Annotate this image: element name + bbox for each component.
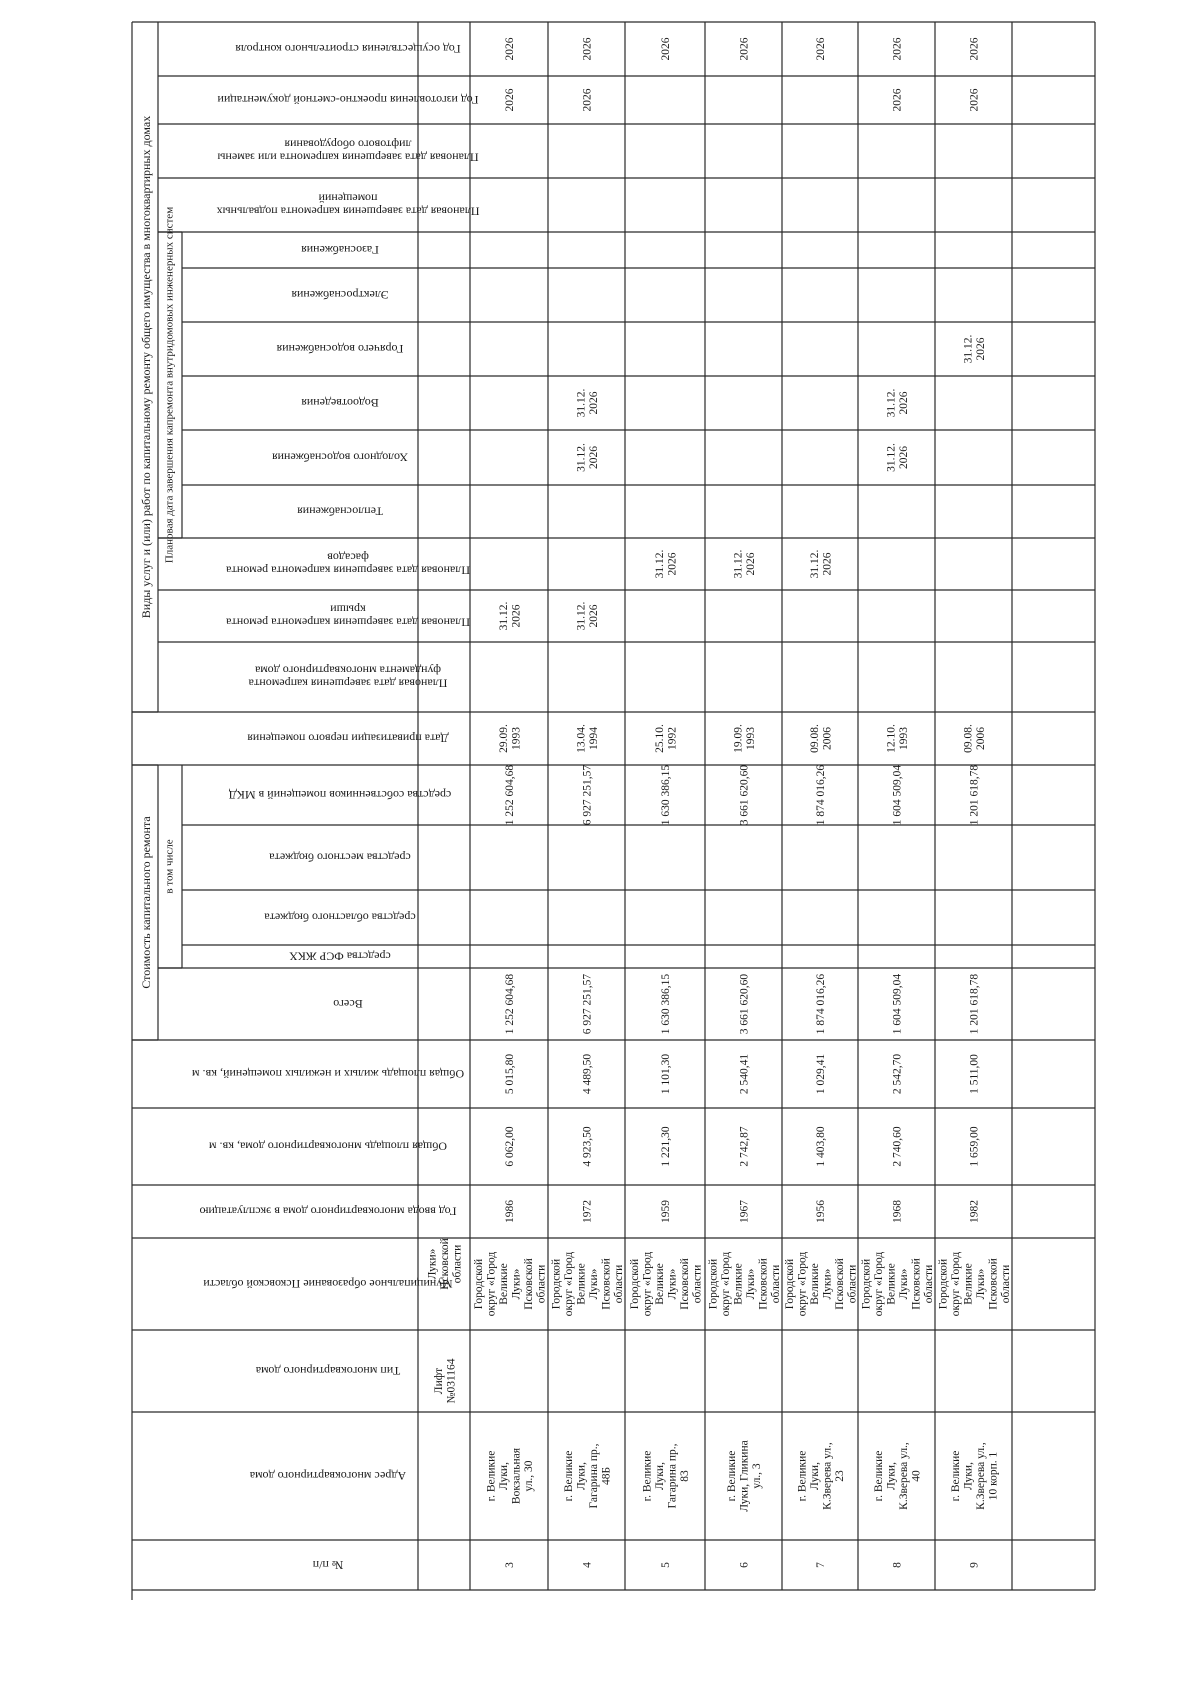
row-year-built: 1986 bbox=[504, 1200, 516, 1223]
row-control-year: 2026 bbox=[660, 37, 672, 61]
continuation-type: Лифт№031164 bbox=[432, 1358, 458, 1404]
continuation-municipality: Луки»Псковскойобласти bbox=[426, 1238, 464, 1290]
header-address: Адрес многоквартирного дома bbox=[249, 1469, 407, 1483]
header-elevator: Плановая дата завершения капремонта или заменылифтового оборудования bbox=[217, 137, 479, 165]
row-number: 7 bbox=[815, 1562, 827, 1568]
row-address: г. ВеликиеЛуки,Гагарина пр.,83 bbox=[641, 1443, 691, 1509]
row-living-area: 1 511,00 bbox=[968, 1054, 981, 1094]
row-total-area: 4 923,50 bbox=[581, 1126, 594, 1167]
systems-subheader: Плановая дата завершения капремонта внутридомовых инженерных систем bbox=[163, 206, 176, 564]
row-living-area: 2 540,41 bbox=[738, 1053, 751, 1095]
row-owners-funds: 1 604 509,04 bbox=[891, 764, 904, 826]
row-control-year: 2026 bbox=[815, 37, 827, 61]
row-total-cost: 1 201 618,78 bbox=[968, 973, 981, 1035]
row-privatization-date: 13.04.1994 bbox=[575, 724, 600, 753]
row-year-built: 1968 bbox=[891, 1200, 904, 1223]
row-address: г. ВеликиеЛуки,К.Зверева ул.,40 bbox=[872, 1442, 923, 1510]
row-facade-date: 31.12.2026 bbox=[732, 549, 757, 579]
row-living-area: 1 101,30 bbox=[660, 1053, 672, 1095]
row-privatization-date: 25.10.1992 bbox=[653, 724, 679, 753]
header-local-budget: средства местного бюджета bbox=[269, 850, 411, 865]
header-heat: Теплоснабжения bbox=[297, 504, 383, 519]
row-living-area: 4 489,50 bbox=[581, 1053, 594, 1095]
row-municipality: Городскойокруг «ГородВеликиеЛуки»Псковскойобласти bbox=[860, 1251, 935, 1317]
header-region-budget: средства областного бюджета bbox=[264, 910, 416, 925]
row-address: г. ВеликиеЛуки,Вокзальнаяул., 30 bbox=[485, 1447, 535, 1505]
row-number: 3 bbox=[504, 1562, 516, 1568]
row-owners-funds: 6 927 251,57 bbox=[581, 764, 594, 826]
header-fsr: средства ФСР ЖКХ bbox=[289, 949, 391, 964]
row-address: г. ВеликиеЛуки,К.Зверева ул.,10 корп. 1 bbox=[949, 1442, 1000, 1510]
row-year-built: 1956 bbox=[815, 1200, 827, 1223]
row-total-area: 2 742,87 bbox=[738, 1126, 751, 1167]
header-hot-water: Горячего водоснабжения bbox=[276, 342, 404, 356]
in-that-number-header: в том числе bbox=[163, 839, 176, 894]
row-owners-funds: 3 661 620,60 bbox=[738, 764, 751, 826]
row-total-area: 1 659,00 bbox=[968, 1126, 981, 1167]
row-total-cost: 6 927 251,57 bbox=[581, 973, 594, 1035]
row-address: г. ВеликиеЛуки, Гликинаул., 3 bbox=[726, 1440, 763, 1512]
header-cold-water: Холодного водоснабжения bbox=[272, 450, 408, 465]
row-design-year: 2026 bbox=[504, 88, 516, 112]
row-hot-water-date: 31.12.2026 bbox=[962, 334, 987, 364]
row-municipality: Городскойокруг «ГородВеликиеЛуки»Псковскойобласти bbox=[707, 1251, 782, 1317]
row-year-built: 1959 bbox=[660, 1200, 672, 1223]
header-gas: Газоснабжения bbox=[301, 243, 379, 257]
row-owners-funds: 1 252 604,68 bbox=[504, 764, 516, 826]
row-address: г. ВеликиеЛуки,К.Зверева ул.,23 bbox=[796, 1442, 846, 1510]
row-municipality: Городскойокруг «ГородВеликиеЛуки»Псковскойобласти bbox=[550, 1251, 625, 1317]
row-privatization-date: 09.08.2006 bbox=[808, 724, 834, 753]
row-roof-date: 31.12.2026 bbox=[497, 601, 523, 631]
header-total-area: Общая площадь многоквартирного дома, кв. м bbox=[208, 1139, 448, 1154]
row-privatization-date: 29.09.1993 bbox=[497, 724, 523, 753]
header-sewer: Водоотведения bbox=[301, 396, 379, 410]
row-owners-funds: 1 201 618,78 bbox=[968, 764, 981, 826]
header-owners: средства собственников помещений в МКД bbox=[228, 788, 452, 802]
row-control-year: 2026 bbox=[504, 37, 516, 61]
row-living-area: 1 029,41 bbox=[815, 1053, 827, 1095]
header-number: № п/п bbox=[312, 1558, 344, 1572]
row-sewer-date: 31.12.2026 bbox=[575, 388, 600, 418]
row-design-year: 2026 bbox=[891, 88, 904, 112]
row-design-year: 2026 bbox=[968, 88, 981, 112]
row-cold-water-date: 31.12.2026 bbox=[885, 443, 910, 472]
row-total-cost: 1 630 386,15 bbox=[660, 973, 672, 1035]
header-foundation: Плановая дата завершения капремонтафундамента многоквартирного дома bbox=[248, 663, 448, 691]
works-group-header: Виды услуг и (или) работ по капитальному ремонту общего имущества в многоквартирных домах bbox=[138, 115, 153, 619]
header-roof: Плановая дата завершения капремонта ремонтакрыши bbox=[226, 602, 470, 630]
header-year-built: Год ввода многоквартирного дома в эксплуатацию bbox=[199, 1204, 457, 1219]
header-living-area: Общая площадь жилых и нежилых помещений, кв. м bbox=[191, 1067, 465, 1081]
row-facade-date: 31.12.2026 bbox=[653, 549, 679, 579]
header-design-year: Год изготовления проектно-сметной документации bbox=[217, 93, 479, 107]
row-control-year: 2026 bbox=[738, 37, 751, 61]
row-total-area: 6 062,00 bbox=[504, 1126, 516, 1167]
row-municipality: Городскойокруг «ГородВеликиеЛуки»Псковскойобласти bbox=[937, 1251, 1012, 1317]
row-control-year: 2026 bbox=[891, 37, 904, 61]
header-basement: Плановая дата завершения капремонта подвальныхпомещений bbox=[216, 191, 480, 219]
header-house-type: Тип многоквартирного дома bbox=[255, 1364, 401, 1378]
row-total-cost: 1 874 016,26 bbox=[815, 973, 827, 1035]
row-total-area: 1 403,80 bbox=[815, 1126, 827, 1167]
row-control-year: 2026 bbox=[968, 37, 981, 61]
header-total-cost: Всего bbox=[333, 997, 363, 1011]
table-grid bbox=[132, 22, 1095, 1600]
row-owners-funds: 1 630 386,15 bbox=[660, 764, 672, 826]
header-facade: Плановая дата завершения капремонта ремонтафасадов bbox=[226, 550, 470, 578]
row-living-area: 2 542,70 bbox=[891, 1053, 904, 1095]
row-address: г. ВеликиеЛуки,Гагарина пр.,48Б bbox=[562, 1443, 613, 1509]
row-roof-date: 31.12.2026 bbox=[575, 601, 600, 631]
row-cold-water-date: 31.12.2026 bbox=[575, 443, 600, 472]
row-total-cost: 1 252 604,68 bbox=[504, 973, 516, 1035]
header-municipality: Муниципальное образование Псковской области bbox=[203, 1277, 453, 1291]
header-privatization: Дата приватизации первого помещения bbox=[247, 731, 449, 746]
row-design-year: 2026 bbox=[581, 88, 594, 112]
row-living-area: 5 015,80 bbox=[504, 1053, 516, 1095]
row-sewer-date: 31.12.2026 bbox=[885, 388, 910, 418]
row-municipality: Городскойокруг «ГородВеликиеЛуки»Псковскойобласти bbox=[472, 1251, 548, 1317]
row-facade-date: 31.12.2026 bbox=[808, 549, 834, 579]
row-owners-funds: 1 874 016,26 bbox=[815, 764, 827, 826]
row-total-cost: 3 661 620,60 bbox=[738, 973, 751, 1035]
cost-group-header: Стоимость капитального ремонта bbox=[138, 816, 153, 989]
row-total-area: 2 740,60 bbox=[891, 1126, 904, 1167]
header-control-year: Год осуществления строительного контроля bbox=[235, 42, 461, 56]
row-total-area: 1 221,30 bbox=[660, 1126, 672, 1167]
row-privatization-date: 12.10.1993 bbox=[885, 724, 910, 753]
row-number: 8 bbox=[891, 1562, 904, 1568]
row-year-built: 1967 bbox=[738, 1200, 751, 1223]
row-municipality: Городскойокруг «ГородВеликиеЛуки»Псковскойобласти bbox=[628, 1251, 704, 1317]
row-year-built: 1982 bbox=[968, 1200, 981, 1223]
row-privatization-date: 09.08.2006 bbox=[962, 724, 987, 753]
row-total-cost: 1 604 509,04 bbox=[891, 973, 904, 1035]
row-year-built: 1972 bbox=[581, 1200, 594, 1223]
row-control-year: 2026 bbox=[581, 37, 594, 61]
row-number: 5 bbox=[660, 1562, 672, 1568]
row-number: 4 bbox=[581, 1562, 594, 1568]
header-electric: Электроснабжения bbox=[291, 288, 389, 302]
row-privatization-date: 19.09.1993 bbox=[732, 724, 757, 753]
row-municipality: Городскойокруг «ГородВеликиеЛуки»Псковскойобласти bbox=[783, 1251, 859, 1317]
row-number: 6 bbox=[738, 1562, 751, 1568]
row-number: 9 bbox=[968, 1562, 981, 1568]
